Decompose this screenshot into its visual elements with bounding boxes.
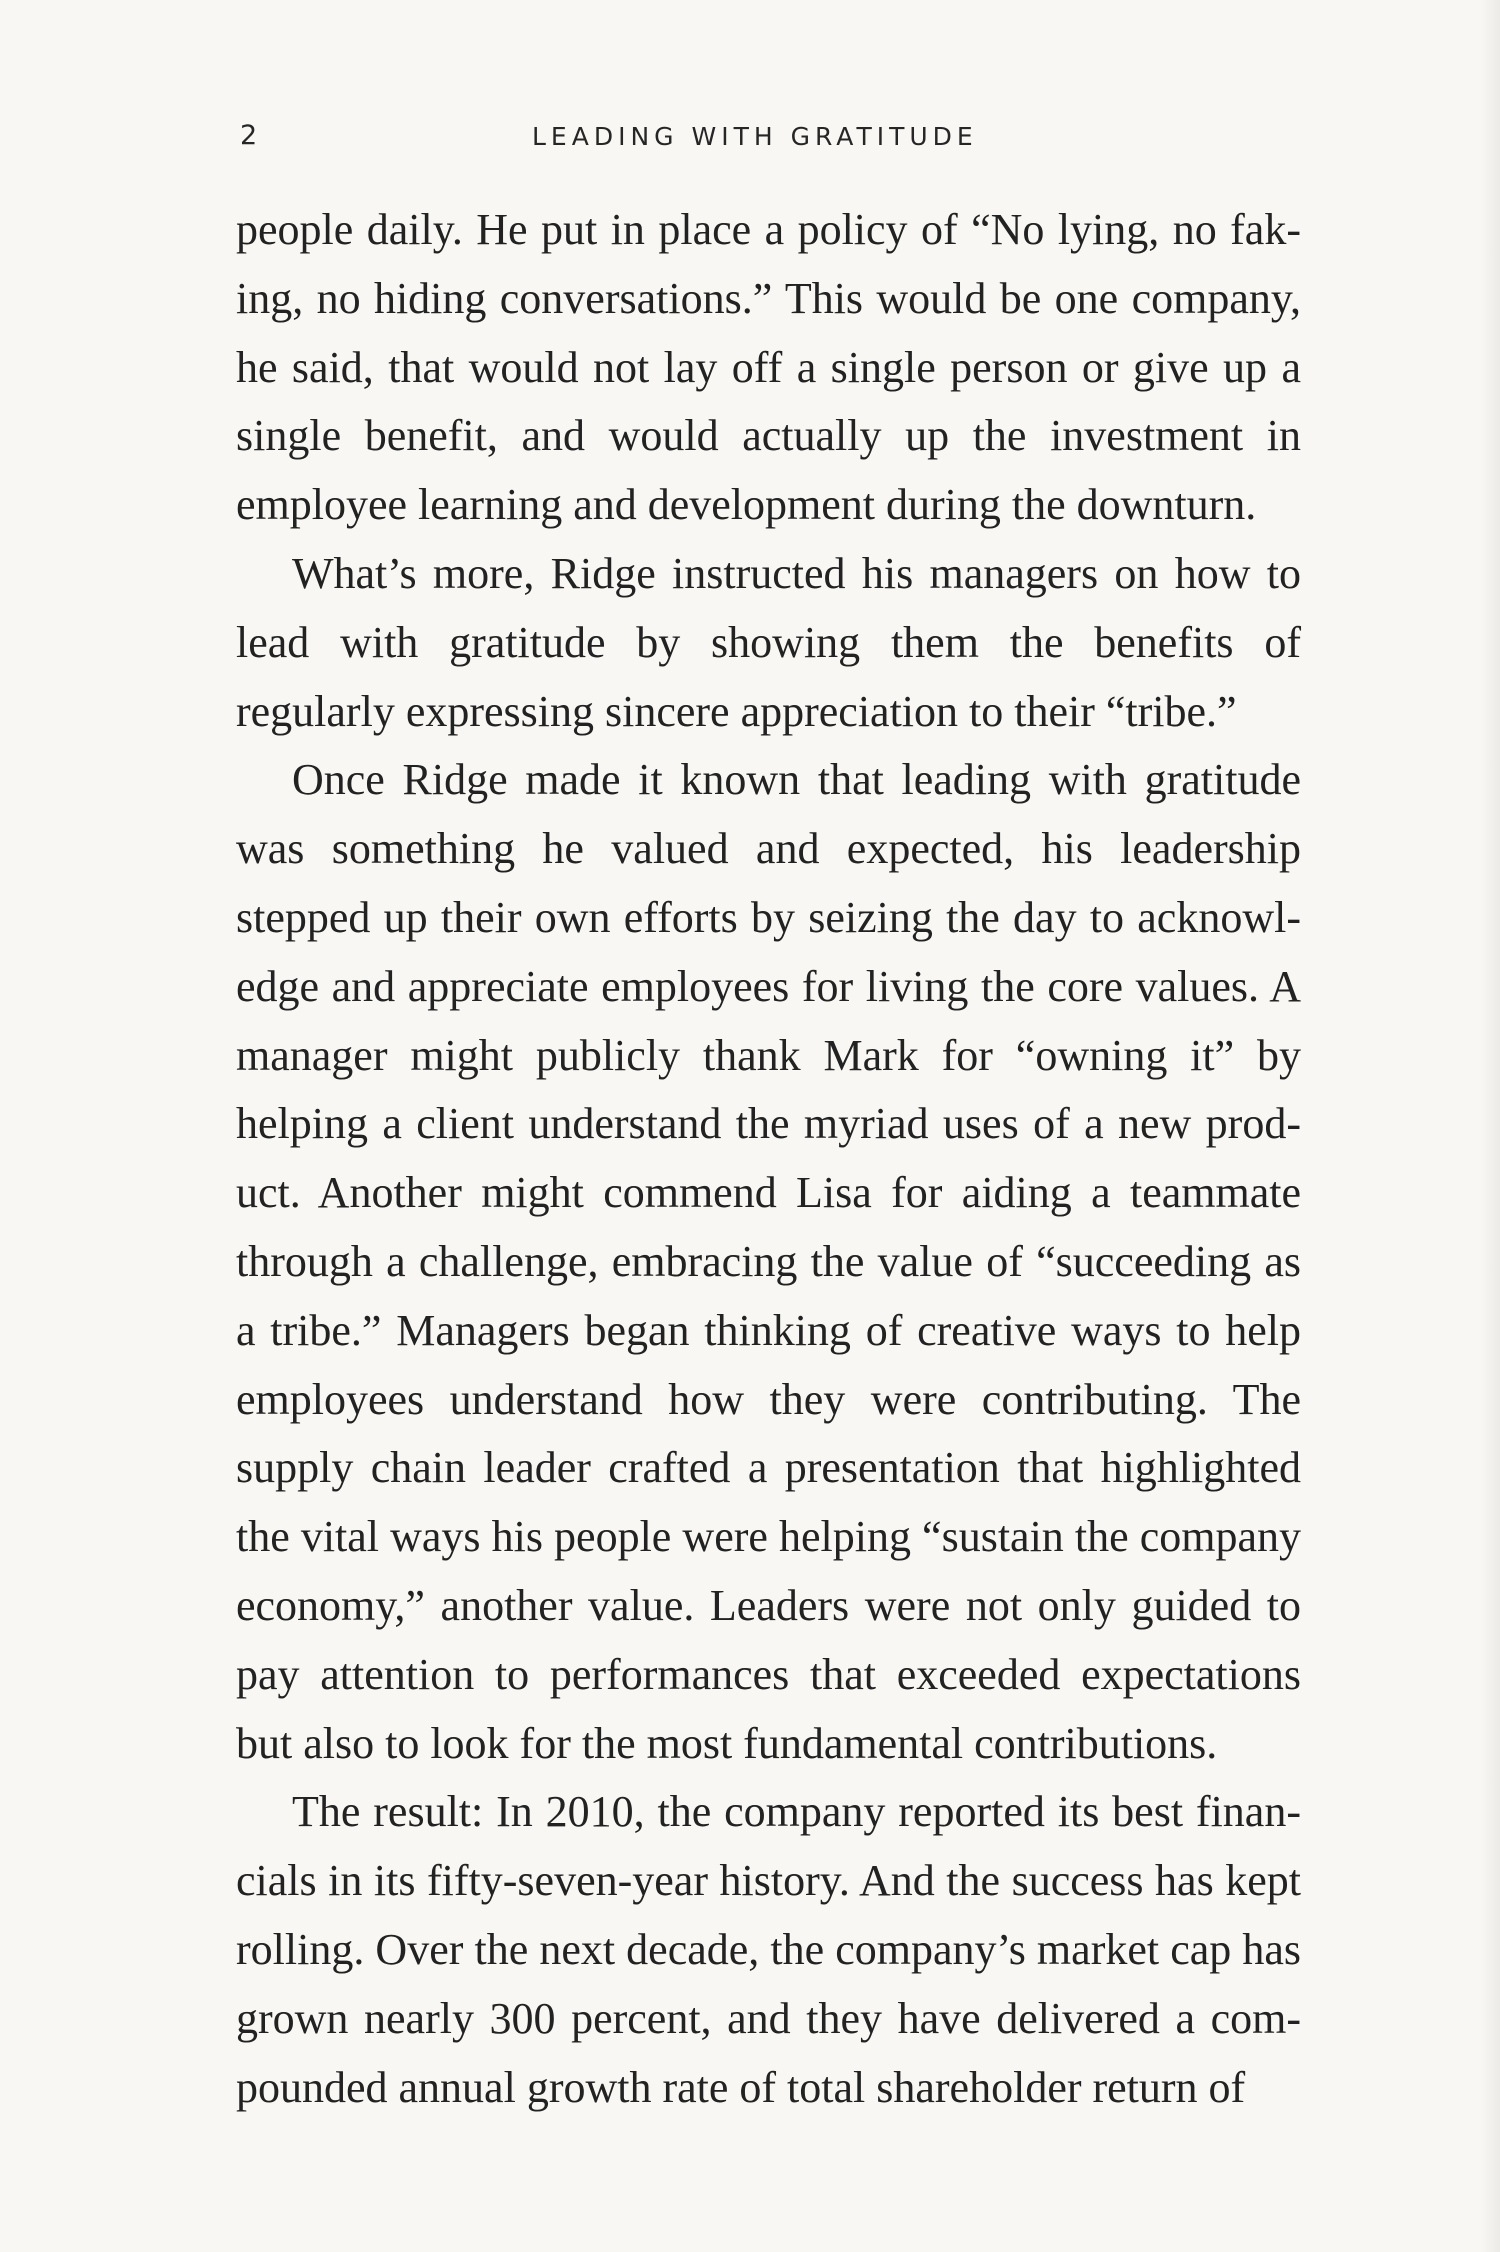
body-text bbox=[236, 196, 1301, 2122]
page-header bbox=[0, 118, 1500, 162]
paragraph-2: What’s more, Ridge instructed his managers on how to lead with gratitude by showing them the benefits of regularly expressing sincere appreciation to their “tribe.” bbox=[236, 548, 1301, 736]
running-head: LEADING WITH GRATITUDE bbox=[532, 122, 978, 151]
page-number: 2 bbox=[240, 120, 258, 151]
paragraph-4: The result: In 2010, the company reported its best financials in its fifty-seven-year history. And the success has kept rolling. Over the next decade, the company’s market cap has grown nearly 300 percent, and they have delivered a compounded annual growth rate of total shareholder return of bbox=[236, 1787, 1301, 2112]
paragraph-1: people daily. He put in place a policy of “No lying, no faking, no hiding conversations.” This would be one company, he said, that would not lay off a single person or give up a single benefit, and would actually up the investment in employee learning and development during the downturn. bbox=[236, 205, 1301, 530]
page-edge-shadow bbox=[1480, 0, 1500, 2252]
paragraph-3: Once Ridge made it known that leading with gratitude was something he valued and expected, his leadership stepped up their own efforts by seizing the day to acknowledge and appreciate employees for living the core values. A manager might publicly thank Mark for “owning it” by helping a client understand the myriad uses of a new product. Another might commend Lisa for aiding a teammate through a challenge, embracing the value of “succeeding as a tribe.” Managers began thinking of creative ways to help employees understand how they were contributing. The supply chain leader crafted a presentation that highlighted the vital ways his people were helping “sustain the company economy,” another value. Leaders were not only guided to pay attention to performances that exceeded expectations but also to look for the most fundamental contributions. bbox=[236, 755, 1301, 1768]
